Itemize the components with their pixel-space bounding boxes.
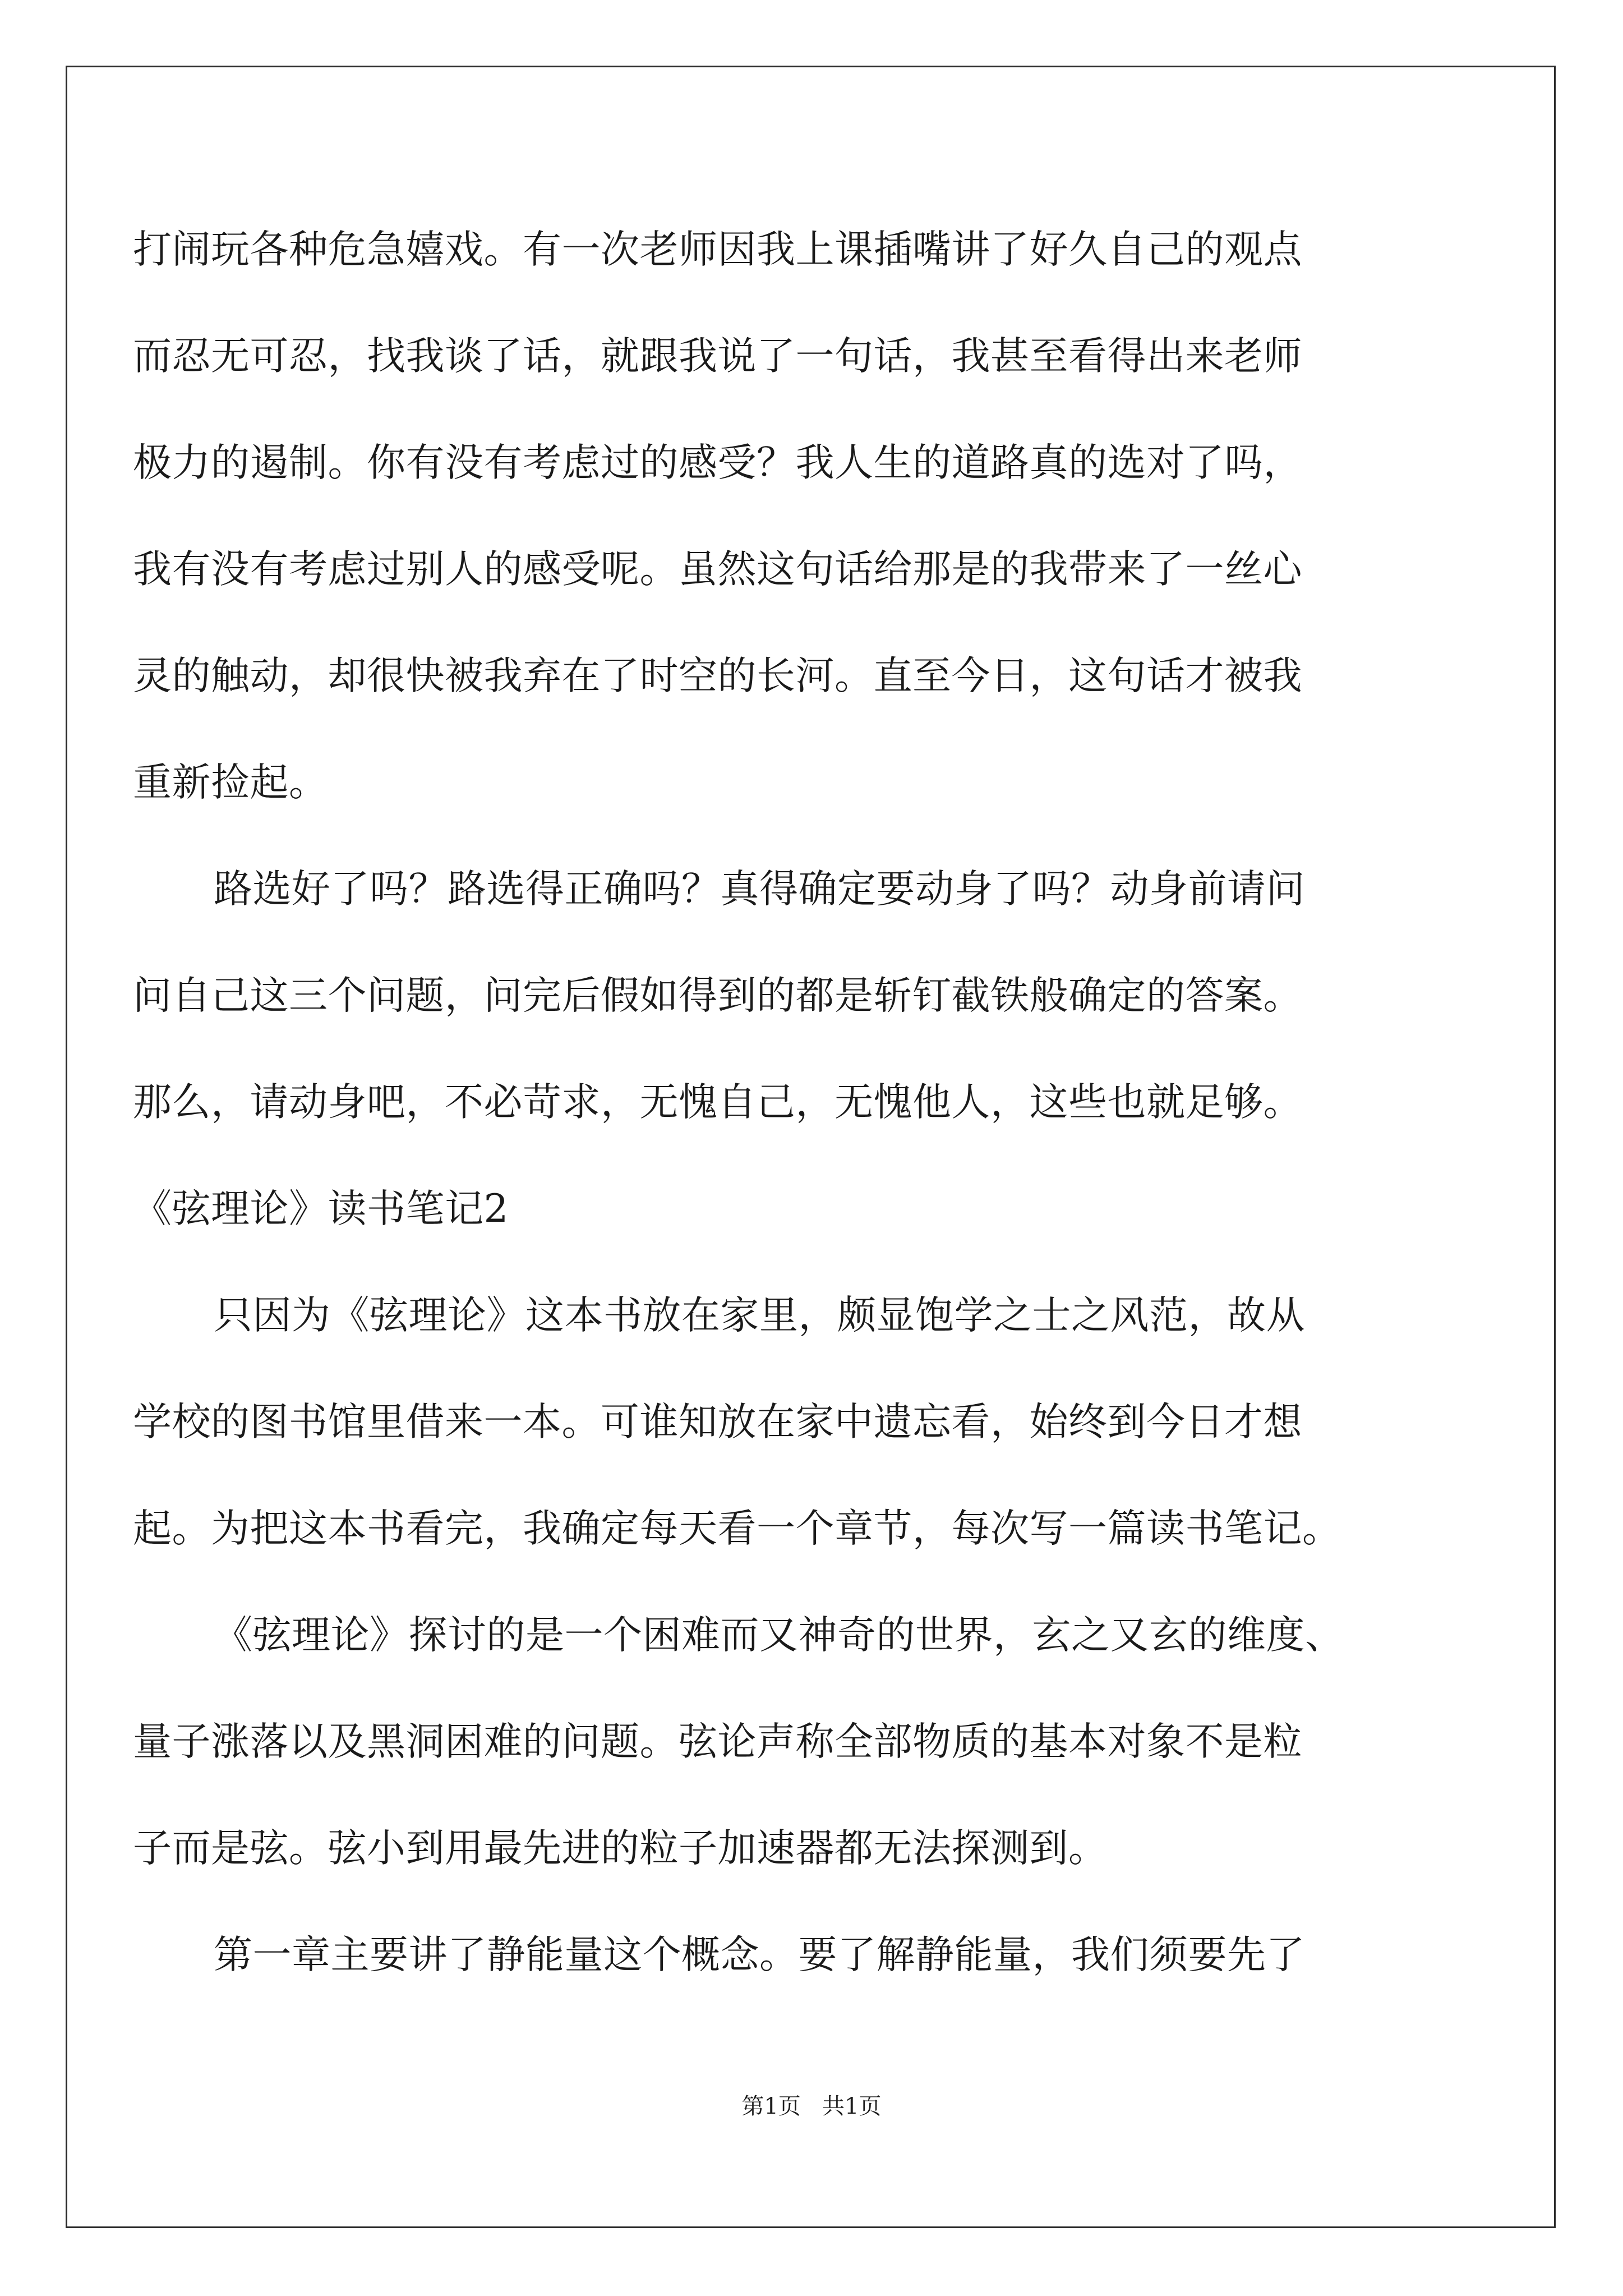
text-line: 灵的触动，却很快被我弃在了时空的长河。直至今日，这句话才被我	[133, 654, 1302, 698]
section-heading: 《弦理论》读书笔记2	[133, 1186, 509, 1231]
text-line: 学校的图书馆里借来一本。可谁知放在家中遗忘看，始终到今日才想	[133, 1400, 1302, 1444]
text-line: 打闹玩各种危急嬉戏。有一次老师因我上课插嘴讲了好久自己的观点	[133, 227, 1302, 272]
paragraph-start-line: 路选好了吗？路选得正确吗？真得确定要动身了吗？动身前请问	[214, 867, 1305, 912]
text-line: 起。为把这本书看完，我确定每天看一个章节，每次写一篇读书笔记。	[133, 1506, 1341, 1551]
paragraph-start-line: 《弦理论》探讨的是一个困难而又神奇的世界，玄之又玄的维度、	[214, 1613, 1344, 1658]
text-line: 子而是弦。弦小到用最先进的粒子加速器都无法探测到。	[133, 1826, 1108, 1871]
page-number-footer: 第1页 共1页	[741, 2093, 882, 2119]
page-border	[66, 66, 1556, 2228]
paragraph-start-line: 只因为《弦理论》这本书放在家里，颇显饱学之士之风范，故从	[214, 1293, 1305, 1338]
text-line: 极力的遏制。你有没有考虑过的感受？我人生的道路真的选对了吗，	[133, 440, 1302, 485]
paragraph-start-line: 第一章主要讲了静能量这个概念。要了解静能量，我们须要先了	[214, 1932, 1305, 1977]
text-line: 量子涨落以及黑洞困难的问题。弦论声称全部物质的基本对象不是粒	[133, 1719, 1302, 1764]
text-line: 那么，请动身吧，不必苛求，无愧自己，无愧他人，这些也就足够。	[133, 1080, 1302, 1125]
text-line: 而忍无可忍，找我谈了话，就跟我说了一句话，我甚至看得出来老师	[133, 334, 1302, 379]
text-line: 问自己这三个问题，问完后假如得到的都是斩钉截铁般确定的答案。	[133, 973, 1302, 1018]
text-line: 重新捡起。	[133, 760, 328, 805]
text-line: 我有没有考虑过别人的感受呢。虽然这句话给那是的我带来了一丝心	[133, 547, 1302, 592]
